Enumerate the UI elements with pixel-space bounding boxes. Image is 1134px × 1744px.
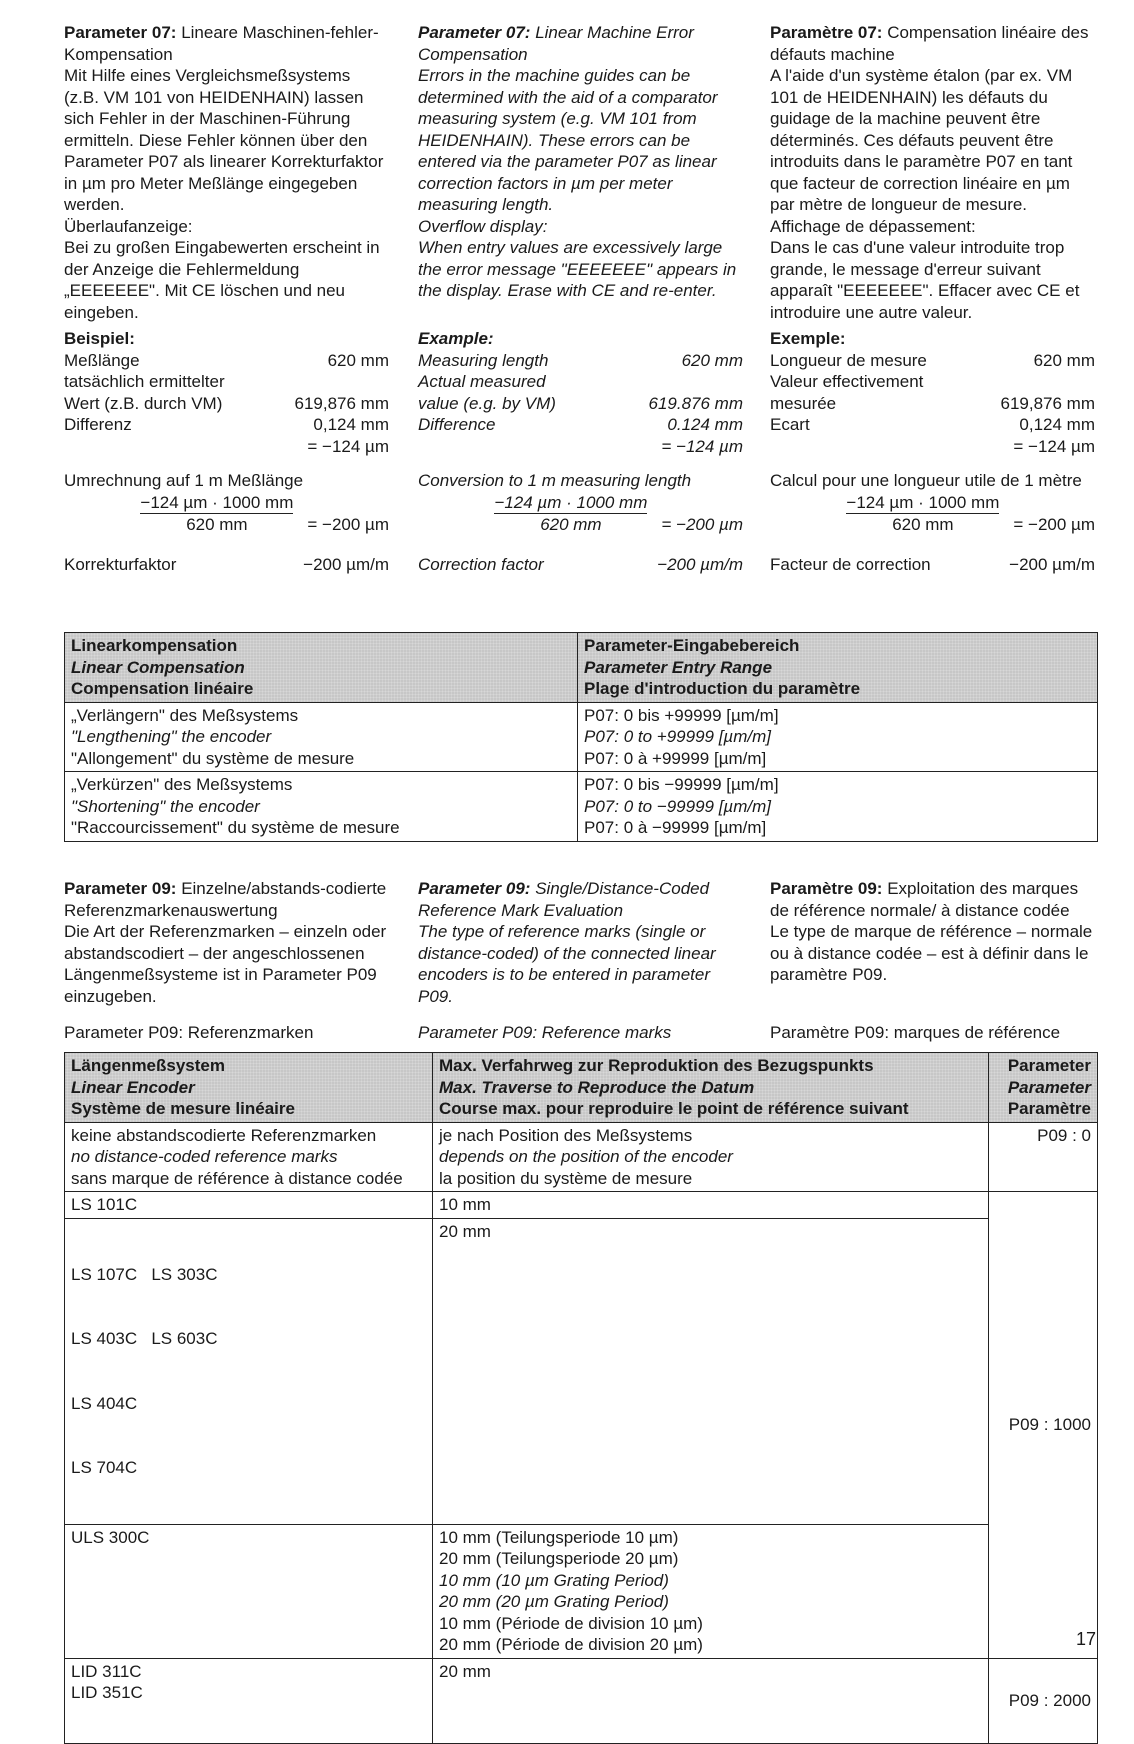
p07-fr-example	[770, 328, 1095, 457]
example-label: Difference	[418, 415, 496, 434]
p07-en-conversion	[418, 470, 743, 575]
table-header	[65, 1053, 1098, 1123]
header-cell: Längenmeßsystem	[71, 1056, 225, 1075]
table-cell: "Raccourcissement" du système de mesure	[71, 818, 400, 837]
fraction-denominator: 620 mm	[540, 515, 602, 534]
p07-fr-heading-rest: Compensation linéaire des défauts machine	[770, 23, 1089, 64]
table-row	[65, 702, 1098, 772]
p07-en-heading: Parameter 07:	[418, 23, 531, 42]
correction-factor-label: Korrekturfaktor	[64, 554, 177, 574]
example-label: tatsächlich ermittelter	[64, 372, 225, 391]
linear-compensation-table	[64, 632, 1098, 842]
p07-fr-overflow-body: Dans le cas d'une valeur introduite trop grande, le message d'erreur suivant apparaît "EEEEEEE". Effacer avec CE et introduire une autre valeur.	[770, 238, 1080, 322]
example-value: 620 mm	[681, 350, 743, 370]
table-cell: P09 : 0	[1037, 1125, 1091, 1145]
header-cell: Linear Compensation	[71, 657, 245, 677]
p07-fr-column	[770, 22, 1095, 323]
correction-factor-label: Correction factor	[418, 554, 544, 574]
p09-fr-column	[770, 878, 1095, 986]
example-value: 620 mm	[327, 350, 389, 370]
example-label: value (e.g. by VM)	[418, 393, 556, 413]
table-cell: „Verlängern" des Meßsystems	[71, 705, 299, 725]
reference-marks-table	[64, 1052, 1098, 1744]
table-cell: keine abstandscodierte Referenzmarken	[71, 1125, 377, 1145]
conversion-label: Conversion to 1 m measuring length	[418, 471, 692, 490]
example-value: 619.876 mm	[648, 393, 743, 413]
table-cell: P07: 0 à +99999 [µm/m]	[584, 748, 767, 768]
table-row	[65, 1524, 1098, 1658]
example-label: Ecart	[770, 415, 810, 434]
example-label: Differenz	[64, 415, 132, 434]
p09-fr-body: Le type de marque de référence – normale ou à distance codée – est à définir dans le paramètre P09.	[770, 922, 1093, 984]
fraction-denominator: 620 mm	[186, 515, 248, 534]
table-cell: LID 311C	[71, 1661, 142, 1681]
header-cell: Compensation linéaire	[71, 679, 254, 698]
fraction-result: = −200 µm	[661, 515, 743, 534]
fraction-denominator: 620 mm	[892, 515, 954, 534]
table-cell: 10 mm (Teilungsperiode 10 µm)	[439, 1527, 679, 1547]
example-label: Wert (z.B. durch VM)	[64, 393, 223, 413]
p07-de-body: Mit Hilfe eines Vergleichsmeßsystems (z.B. VM 101 von HEIDENHAIN) lassen sich Fehler in der Maschinen-Führung ermitteln. Diese Fehler können über den Parameter P07 als linearer Korrekturfaktor in µm pro Meter Meßlänge eingegeben werden.	[64, 66, 384, 214]
header-cell: Parameter	[1007, 1056, 1091, 1075]
table-cell: P07: 0 to −99999 [µm/m]	[584, 796, 771, 816]
table-cell: 20 mm (Teilungsperiode 20 µm)	[439, 1549, 679, 1568]
table-cell: 10 mm (10 µm Grating Period)	[439, 1570, 669, 1590]
conversion-label: Umrechnung auf 1 m Meßlänge	[64, 471, 304, 490]
example-value: 0,124 mm	[313, 415, 389, 434]
table-cell: 20 mm	[439, 1661, 491, 1681]
p07-de-overflow-title: Überlaufanzeige:	[64, 216, 193, 236]
example-heading: Exemple:	[770, 329, 846, 348]
table-cell: LID 351C	[71, 1683, 143, 1702]
table-cell: P07: 0 bis −99999 [µm/m]	[584, 775, 779, 794]
p09-de-caption: Parameter P09: Referenzmarken	[64, 1023, 314, 1042]
header-cell: Max. Traverse to Reproduce the Datum	[439, 1077, 755, 1097]
correction-factor-label: Facteur de correction	[770, 554, 931, 574]
table-cell: 20 mm	[439, 1221, 491, 1241]
p09-en-heading-rest: Single/Distance-Coded Reference Mark Evaluation	[418, 879, 710, 920]
correction-factor-value: −200 µm/m	[657, 554, 743, 574]
p07-de-heading: Parameter 07:	[64, 23, 177, 42]
correction-factor-value: −200 µm/m	[303, 554, 389, 574]
fraction-numerator: −124 µm · 1000 mm	[494, 492, 647, 515]
header-cell: Parameter	[1007, 1077, 1091, 1097]
p07-de-column	[64, 22, 389, 323]
table-cell: P07: 0 to +99999 [µm/m]	[584, 727, 771, 746]
table-cell: P09 : 1000	[1008, 1415, 1091, 1434]
example-value: 0,124 mm	[1019, 415, 1095, 434]
example-heading: Beispiel:	[64, 329, 135, 348]
example-label: Actual measured	[418, 372, 546, 391]
table-cell: 20 mm (20 µm Grating Period)	[439, 1592, 669, 1611]
header-cell: Max. Verfahrweg zur Reproduktion des Bezugspunkts	[439, 1056, 874, 1075]
p07-en-column	[418, 22, 743, 302]
table-cell: "Shortening" the encoder	[71, 796, 260, 816]
p07-en-overflow-body: When entry values are excessively large the error message "EEEEEEE" appears in the display. Erase with CE and re-enter.	[418, 238, 737, 300]
table-cell: "Lengthening" the encoder	[71, 727, 272, 746]
p07-en-example	[418, 328, 743, 457]
example-value: 620 mm	[1033, 350, 1095, 370]
example-value: = −124 µm	[661, 436, 743, 456]
table-cell: „Verkürzen" des Meßsystems	[71, 775, 293, 794]
p07-fr-body: A l'aide d'un système étalon (par ex. VM 101 de HEIDENHAIN) les défauts du guidage de la machine peuvent être déterminés. Ces défauts peuvent être introduits dans le paramètre P07 en tant que facteur de correction linéaire en µm par mètre de longueur de mesure.	[770, 66, 1073, 214]
p07-de-conversion	[64, 470, 389, 575]
table-cell: 10 mm (Période de division 10 µm)	[439, 1613, 703, 1633]
example-value: 0.124 mm	[667, 415, 743, 434]
table-row	[65, 1218, 1098, 1524]
example-label: mesurée	[770, 393, 837, 413]
table-cell: LS 704C	[71, 1458, 138, 1477]
conversion-label: Calcul pour une longueur utile de 1 mètre	[770, 471, 1082, 490]
table-cell: depends on the position of the encoder	[439, 1147, 733, 1166]
table-row	[65, 772, 1098, 842]
header-cell: Linearkompensation	[71, 636, 238, 655]
table-header	[65, 633, 1098, 703]
fraction-numerator: −124 µm · 1000 mm	[846, 492, 999, 515]
p07-fr-overflow-title: Affichage de dépassement:	[770, 216, 976, 236]
p09-de-heading: Parameter 09:	[64, 879, 177, 898]
table-cell: la position du système de mesure	[439, 1168, 693, 1188]
table-cell: 10 mm	[439, 1195, 491, 1214]
example-value: 619,876 mm	[294, 393, 389, 413]
p09-en-body: The type of reference marks (single or distance-coded) of the connected linear encoders is to be entered in parameter P09.	[418, 922, 716, 1006]
p07-en-heading-rest: Linear Machine Error Compensation	[418, 23, 694, 64]
table-cell: no distance-coded reference marks	[71, 1147, 338, 1166]
p09-fr-heading: Paramètre 09:	[770, 879, 883, 898]
p09-de-body: Die Art der Referenzmarken – einzeln oder abstandscodiert – der angeschlossenen Längenmeßsysteme ist in Parameter P09 einzugeben.	[64, 922, 387, 1006]
p07-de-overflow-body: Bei zu großen Eingabewerten erscheint in der Anzeige die Fehlermeldung „EEEEEEE". Mit CE löschen und neu eingeben.	[64, 238, 380, 322]
table-cell: LS 403C LS 603C	[71, 1329, 218, 1348]
fraction-result: = −200 µm	[307, 515, 389, 534]
p07-de-example	[64, 328, 389, 457]
p07-fr-heading: Paramètre 07:	[770, 23, 883, 42]
table-cell: je nach Position des Meßsystems	[439, 1125, 693, 1145]
page-number: 17	[1075, 1628, 1096, 1649]
table-cell: ULS 300C	[71, 1527, 150, 1547]
example-heading: Example:	[418, 329, 494, 348]
example-label: Longueur de mesure	[770, 350, 927, 370]
p09-en-column	[418, 878, 743, 1007]
p09-en-caption: Parameter P09: Reference marks	[418, 1023, 672, 1042]
p07-fr-conversion	[770, 470, 1095, 575]
table-cell: "Allongement" du système de mesure	[71, 748, 355, 768]
fraction-numerator: −124 µm · 1000 mm	[140, 492, 293, 515]
table-cell: sans marque de référence à distance codée	[71, 1168, 403, 1188]
table-cell: P09 : 2000	[1008, 1690, 1091, 1710]
p09-fr-heading-rest: Exploitation des marques de référence normale/ à distance codée	[770, 879, 1079, 920]
example-label: Valeur effectivement	[770, 372, 924, 391]
table-cell: 20 mm (Période de division 20 µm)	[439, 1635, 703, 1654]
header-cell: Plage d'introduction du paramètre	[584, 679, 861, 698]
table-row	[65, 1122, 1098, 1192]
table-cell: LS 101C	[71, 1195, 138, 1214]
correction-factor-value: −200 µm/m	[1009, 554, 1095, 574]
p07-en-overflow-title: Overflow display:	[418, 216, 548, 236]
p09-en-heading: Parameter 09:	[418, 879, 531, 898]
p09-fr-caption: Paramètre P09: marques de référence	[770, 1023, 1061, 1042]
header-cell: Système de mesure linéaire	[71, 1099, 295, 1118]
p07-de-heading-rest: Lineare Maschinen-fehler-Kompensation	[64, 23, 379, 64]
example-value: 619,876 mm	[1000, 393, 1095, 413]
header-cell: Paramètre	[1007, 1099, 1091, 1118]
header-cell: Course max. pour reproduire le point de référence suivant	[439, 1099, 909, 1118]
fraction-result: = −200 µm	[1013, 515, 1095, 534]
example-label: Measuring length	[418, 350, 549, 370]
example-value: = −124 µm	[1013, 436, 1095, 456]
header-cell: Parameter-Eingabebereich	[584, 636, 800, 655]
table-cell: LS 404C	[71, 1393, 138, 1413]
table-cell: P07: 0 bis +99999 [µm/m]	[584, 705, 779, 725]
p09-de-column	[64, 878, 389, 1007]
table-cell: LS 107C LS 303C	[71, 1264, 218, 1284]
p09-de-heading-rest: Einzelne/abstands-codierte Referenzmarkenauswertung	[64, 879, 387, 920]
header-cell: Linear Encoder	[71, 1077, 195, 1097]
table-row	[65, 1192, 1098, 1219]
example-value: = −124 µm	[307, 436, 389, 456]
header-cell: Parameter Entry Range	[584, 657, 773, 677]
table-row	[65, 1658, 1098, 1743]
p07-en-body: Errors in the machine guides can be determined with the aid of a comparator measuring system (e.g. VM 101 from HEIDENHAIN). These errors can be entered via the parameter P07 as linear correction factors in µm per meter measuring length.	[418, 66, 718, 214]
example-label: Meßlänge	[64, 350, 140, 370]
table-cell: P07: 0 à −99999 [µm/m]	[584, 818, 767, 837]
